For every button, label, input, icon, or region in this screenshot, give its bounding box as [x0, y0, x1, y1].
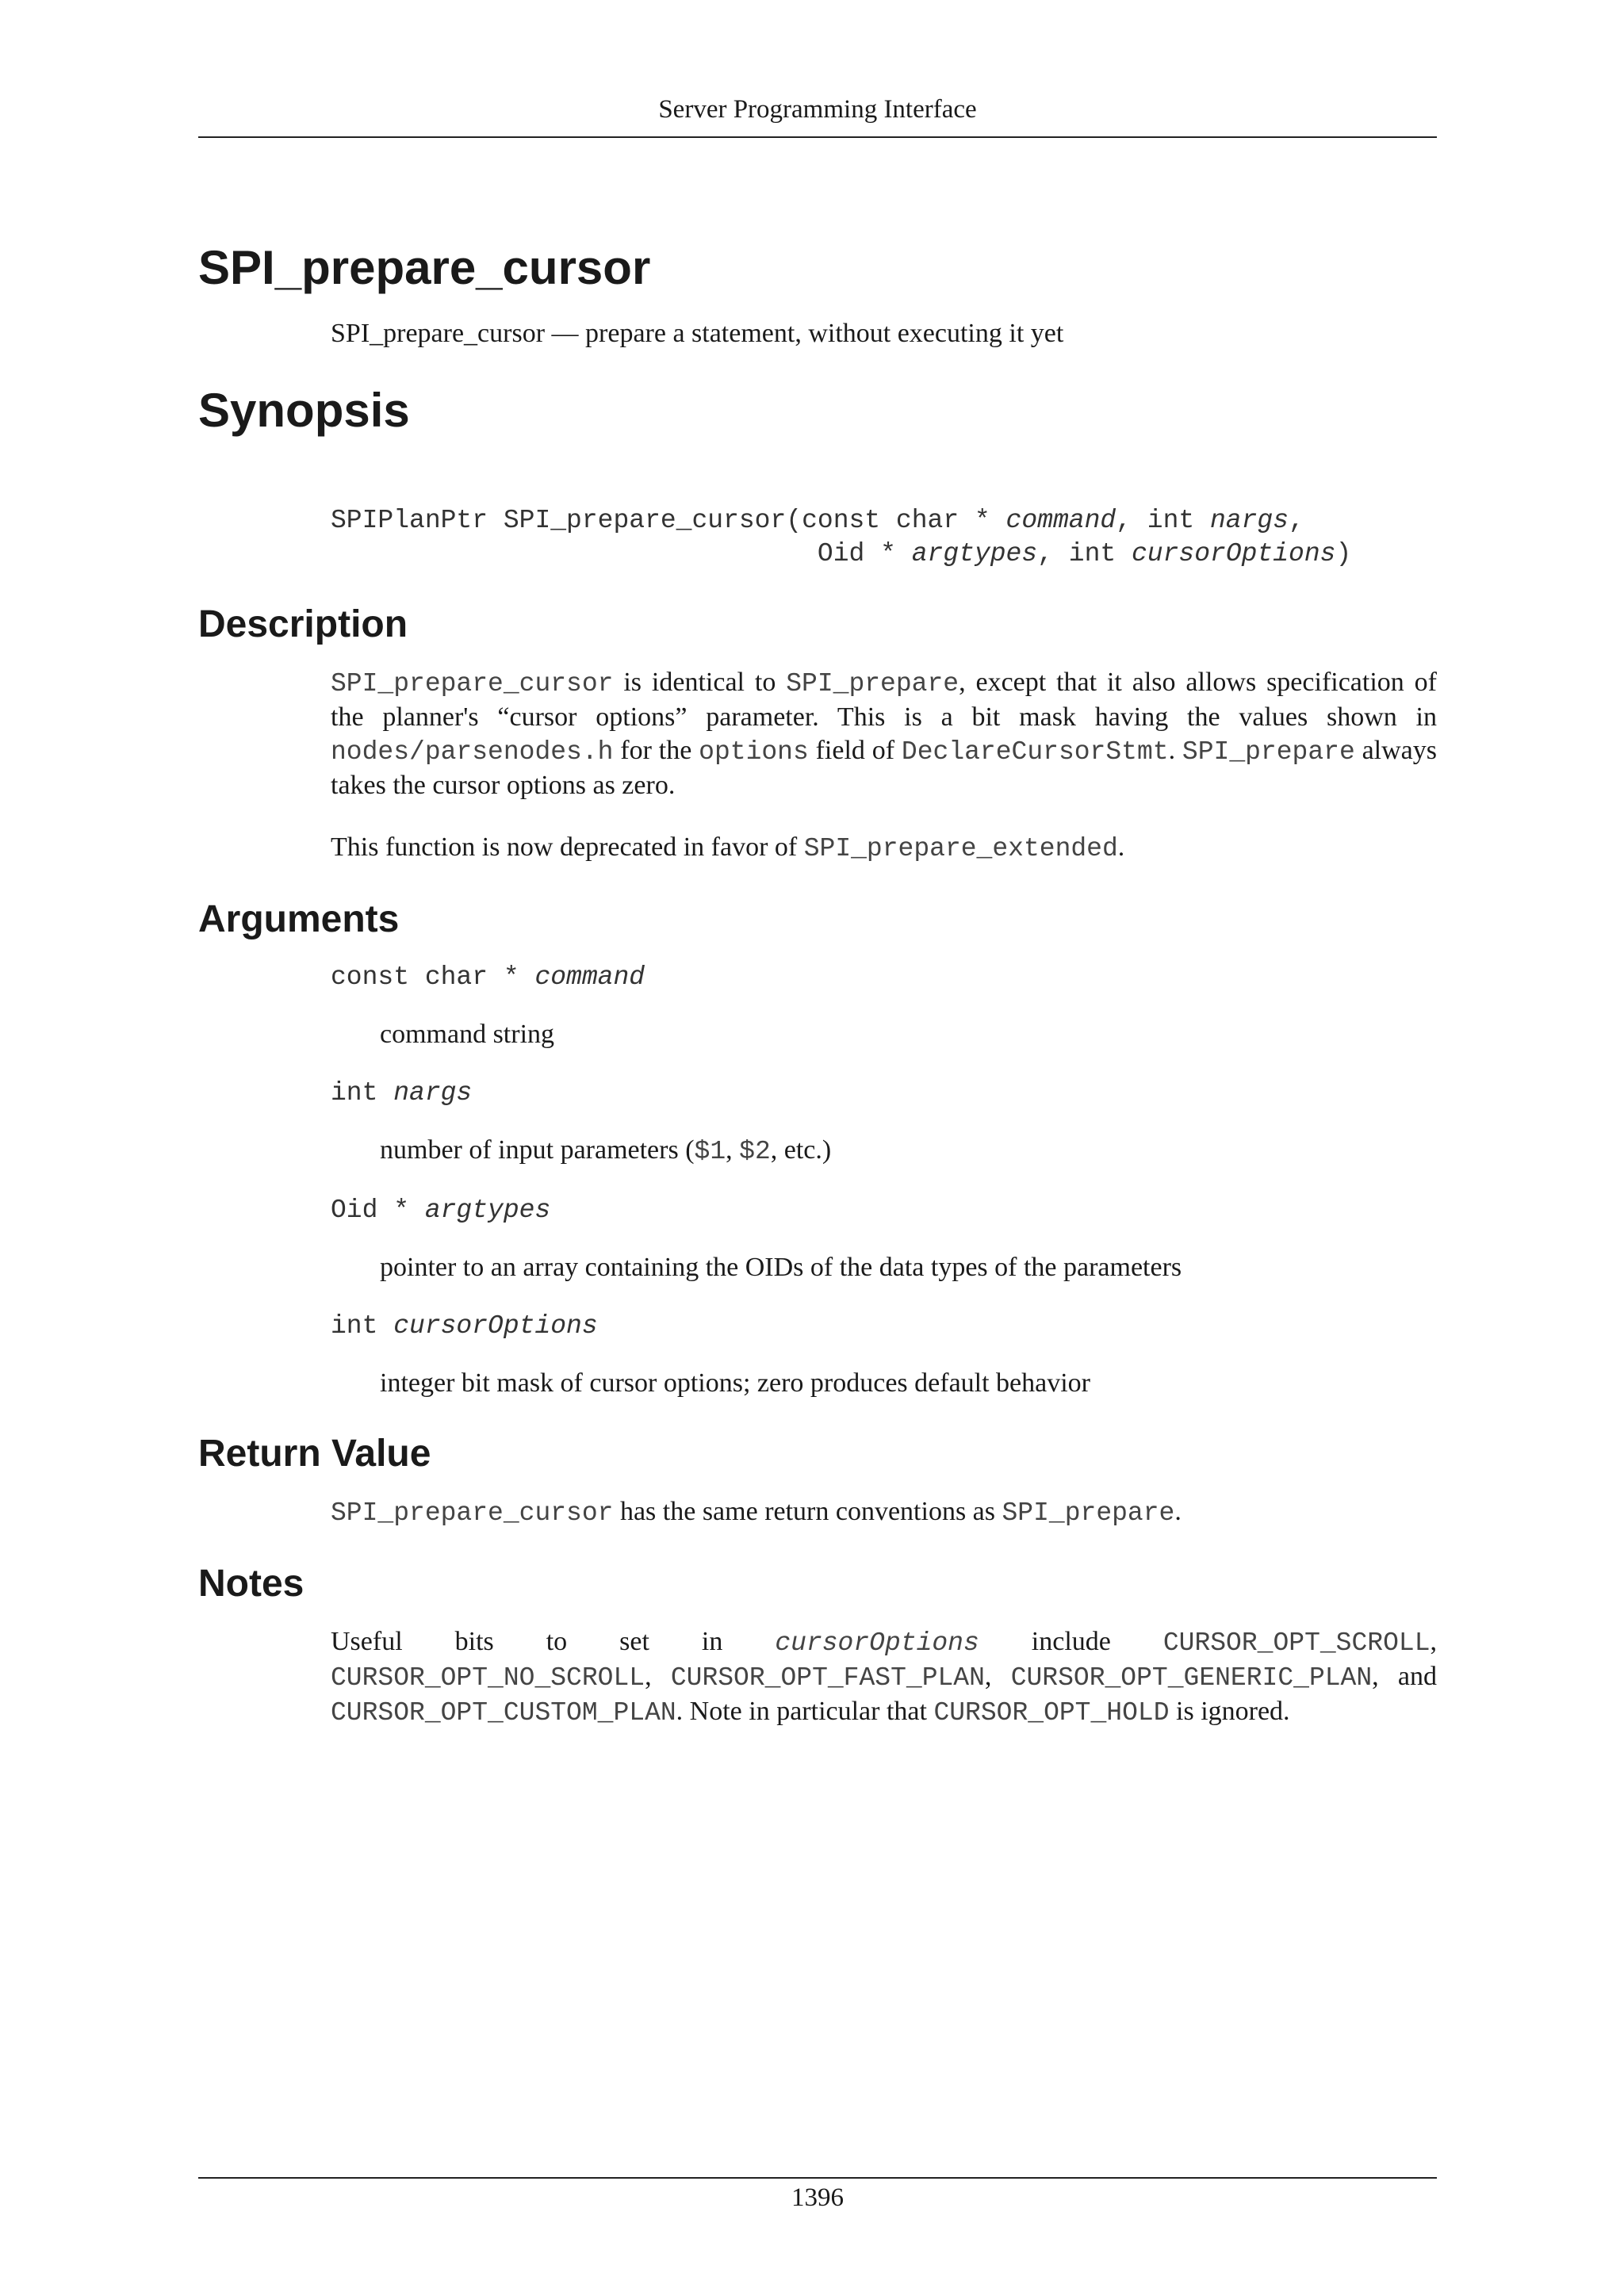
argument-type: const char * — [331, 962, 535, 992]
text-run: . Note in particular that — [676, 1697, 934, 1726]
constant-name: CURSOR_OPT_GENERIC_PLAN — [1010, 1663, 1373, 1693]
function-name: SPI_prepare — [1182, 737, 1355, 767]
return-value-heading: Return Value — [198, 1433, 431, 1475]
synopsis-line2-mid: , int — [1037, 539, 1132, 568]
description-heading: Description — [198, 603, 408, 645]
constant-name: CURSOR_OPT_SCROLL — [1162, 1628, 1431, 1658]
text-run: , except that it also allows specification of the planner's “cursor options” parameter. This is a bit mask having the values shown in — [331, 668, 1437, 732]
parameter-symbol: $1 — [694, 1137, 726, 1166]
refentry-title: SPI_prepare_cursor — [198, 241, 651, 294]
synopsis-line1-post: , — [1289, 506, 1304, 535]
argument-type: Oid * — [331, 1196, 425, 1225]
constant-name: CURSOR_OPT_CUSTOM_PLAN — [331, 1698, 676, 1728]
running-header: Server Programming Interface — [658, 95, 977, 124]
function-name: SPI_prepare_extended — [803, 834, 1118, 863]
return-value-section — [198, 1430, 1437, 1530]
text-run: , and — [1372, 1662, 1438, 1691]
synopsis-code — [331, 504, 1437, 571]
text-run: This function is now deprecated in favor of — [331, 832, 804, 862]
argument-item-nargs — [331, 1077, 1437, 1169]
synopsis-line2-pre: Oid * — [331, 539, 912, 568]
argument-item-cursoroptions — [331, 1310, 1437, 1400]
notes-section — [198, 1560, 1437, 1730]
synopsis-line1-pre: SPIPlanPtr SPI_prepare_cursor(const char * — [331, 506, 1006, 535]
parameter-name: cursorOptions — [775, 1628, 979, 1658]
argument-name: command — [534, 962, 645, 992]
text-run: , etc.) — [770, 1135, 832, 1165]
page-number: 1396 — [791, 2183, 844, 2212]
text-run: . — [1174, 1497, 1182, 1526]
text-run: field of — [808, 736, 902, 765]
argument-item-argtypes — [331, 1194, 1437, 1284]
parameter-symbol: $2 — [739, 1137, 771, 1166]
text-run: is identical to — [613, 668, 787, 697]
constant-name: CURSOR_OPT_FAST_PLAN — [670, 1663, 985, 1693]
text-run: for the — [613, 736, 699, 765]
constant-name: CURSOR_OPT_HOLD — [933, 1698, 1170, 1728]
text-run: has the same return conventions as — [613, 1497, 1002, 1526]
synopsis-param-command: command — [1005, 506, 1116, 535]
page-content — [198, 238, 1437, 1730]
synopsis-param-cursoroptions: cursorOptions — [1132, 539, 1336, 568]
argument-term — [331, 1310, 1437, 1343]
footer-rule — [198, 2177, 1437, 2179]
argument-name: cursorOptions — [393, 1311, 598, 1341]
synopsis-param-argtypes: argtypes — [911, 539, 1038, 568]
text-run: , — [726, 1135, 740, 1165]
notes-paragraph — [331, 1625, 1437, 1730]
argument-description: pointer to an array containing the OIDs of the data types of the parameters — [380, 1253, 1182, 1282]
text-run: , — [984, 1662, 1011, 1691]
refentry-purpose: SPI_prepare_cursor — prepare a statement, without executing it yet — [331, 319, 1064, 348]
argument-description: integer bit mask of cursor options; zero produces default behavior — [380, 1368, 1091, 1398]
description-section — [198, 601, 1437, 866]
argument-description — [380, 1134, 1437, 1169]
argument-name: argtypes — [424, 1196, 551, 1225]
text-run: is ignored. — [1169, 1697, 1290, 1726]
synopsis-param-nargs: nargs — [1210, 506, 1289, 535]
argument-term — [331, 961, 1437, 994]
arguments-section — [198, 896, 1437, 1400]
struct-name: DeclareCursorStmt — [901, 737, 1169, 767]
text-run: number of input parameters ( — [380, 1135, 695, 1165]
description-paragraph-2 — [331, 831, 1437, 866]
argument-name: nargs — [393, 1078, 473, 1108]
text-run: always takes the cursor options as zero. — [331, 736, 1437, 800]
text-run: include — [979, 1627, 1163, 1656]
function-name: SPI_prepare — [1002, 1498, 1175, 1528]
arguments-list — [331, 961, 1437, 1400]
constant-name: CURSOR_OPT_NO_SCROLL — [331, 1663, 645, 1693]
text-run: Useful bits to set in — [331, 1627, 776, 1656]
synopsis-line1-mid: , int — [1116, 506, 1210, 535]
text-run: . — [1168, 736, 1182, 765]
argument-term — [331, 1194, 1437, 1227]
text-run: , — [645, 1662, 671, 1691]
argument-type: int — [331, 1078, 394, 1108]
function-name: SPI_prepare — [786, 669, 959, 698]
function-name: SPI_prepare_cursor — [331, 669, 614, 698]
return-value-paragraph — [331, 1495, 1437, 1530]
function-name: SPI_prepare_cursor — [331, 1498, 614, 1528]
notes-heading: Notes — [198, 1563, 304, 1605]
argument-description: command string — [380, 1020, 555, 1049]
header-rule — [198, 136, 1437, 138]
arguments-heading: Arguments — [198, 898, 400, 940]
argument-term — [331, 1077, 1437, 1110]
text-run: . — [1117, 832, 1125, 862]
field-name: options — [699, 737, 809, 767]
synopsis-heading: Synopsis — [198, 384, 410, 437]
description-paragraph-1 — [331, 666, 1437, 802]
synopsis-line2-post: ) — [1335, 539, 1352, 568]
text-run: , — [1430, 1627, 1437, 1656]
header-file-name: nodes/parsenodes.h — [331, 737, 614, 767]
argument-type: int — [331, 1311, 394, 1341]
argument-item-command — [331, 961, 1437, 1051]
